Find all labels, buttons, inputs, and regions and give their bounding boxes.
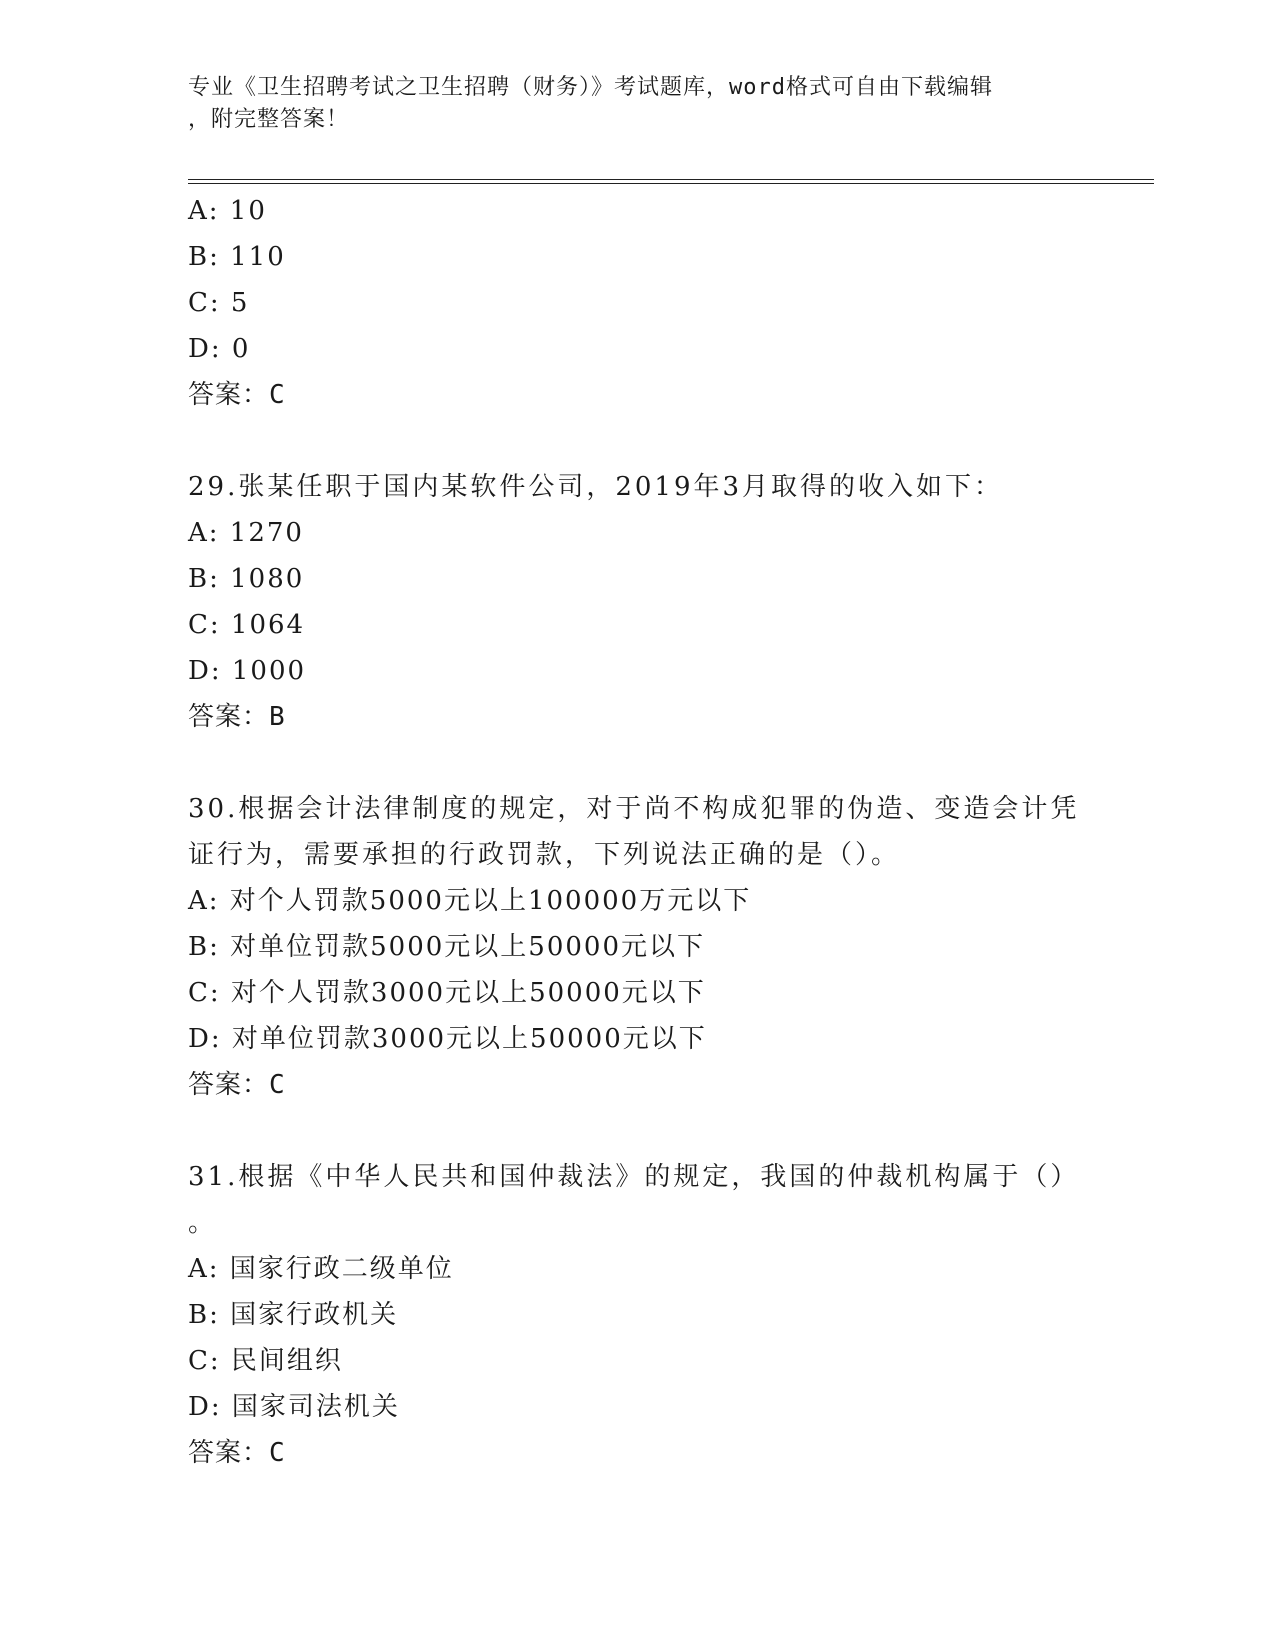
answer-value: C — [269, 1070, 286, 1100]
question-31 — [188, 1154, 1088, 1476]
answer-value: C — [269, 380, 286, 410]
option-b: B: 110 — [188, 242, 286, 272]
answer-label: 答案： — [188, 1070, 270, 1100]
answer-line — [188, 1430, 1088, 1476]
header-line-2: ，附完整答案！ — [188, 107, 350, 132]
spacer — [188, 418, 1088, 464]
option-b: B: 1080 — [188, 564, 305, 594]
question-28 — [188, 188, 1088, 418]
answer-line — [188, 372, 1088, 418]
question-text-line-1: 31.根据《中华人民共和国仲裁法》的规定，我国的仲裁机构属于（） — [188, 1162, 1080, 1192]
option-a: A: 国家行政二级单位 — [188, 1254, 454, 1284]
option-d: D: 对单位罚款3000元以上50000元以下 — [188, 1024, 707, 1054]
option-c: C: 民间组织 — [188, 1346, 343, 1376]
answer-line — [188, 694, 1088, 740]
option-a: A: 10 — [188, 196, 267, 226]
header-line-1: 专业《卫生招聘考试之卫生招聘（财务）》考试题库，word格式可自由下载编辑 — [188, 75, 993, 100]
option-c: C: 1064 — [188, 610, 306, 640]
question-30 — [188, 786, 1088, 1108]
option-d: D: 国家司法机关 — [188, 1392, 400, 1422]
option-c: C: 对个人罚款3000元以上50000元以下 — [188, 978, 706, 1008]
answer-label: 答案： — [188, 702, 270, 732]
question-list — [188, 188, 1088, 1476]
spacer — [188, 1108, 1088, 1154]
answer-value: C — [269, 1438, 286, 1468]
option-d: D: 1000 — [188, 656, 307, 686]
answer-label: 答案： — [188, 380, 270, 410]
option-d: D: 0 — [188, 334, 251, 364]
answer-line — [188, 1062, 1088, 1108]
option-c: C: 5 — [188, 288, 250, 318]
answer-label: 答案： — [188, 1438, 270, 1468]
question-29 — [188, 464, 1088, 740]
option-a: A: 1270 — [188, 518, 304, 548]
header-divider — [188, 179, 1154, 184]
question-text-line-2: 证行为，需要承担的行政罚款，下列说法正确的是（）。 — [188, 840, 901, 870]
option-a: A: 对个人罚款5000元以上100000万元以下 — [188, 886, 752, 916]
question-text-line-1: 30.根据会计法律制度的规定，对于尚不构成犯罪的伪造、变造会计凭 — [188, 794, 1080, 824]
document-header — [188, 72, 1088, 136]
option-b: B: 对单位罚款5000元以上50000元以下 — [188, 932, 706, 962]
answer-value: B — [269, 702, 286, 732]
question-text-line-2: 。 — [188, 1208, 218, 1238]
option-b: B: 国家行政机关 — [188, 1300, 399, 1330]
question-text: 29.张某任职于国内某软件公司，2019年3月取得的收入如下： — [188, 472, 1004, 502]
spacer — [188, 740, 1088, 786]
